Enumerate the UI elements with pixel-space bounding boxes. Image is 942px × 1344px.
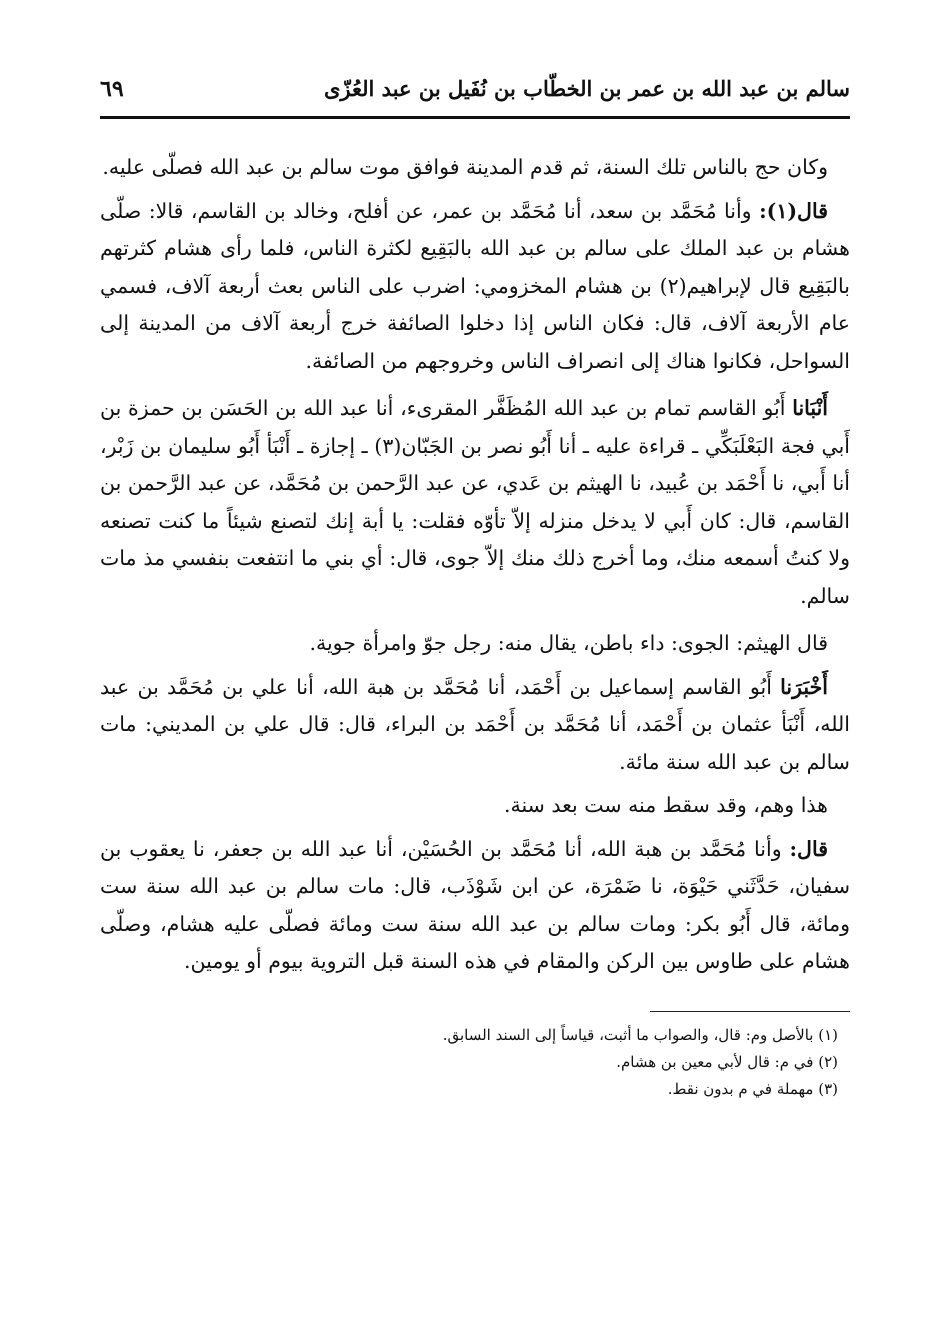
paragraph-lead: أَنْبَانا [792,396,828,420]
paragraph: قال: وأنا مُحَمَّد بن هبة الله، أنا مُحَمَّد بن الحُسَيْن، أنا عبد الله بن جعفر، نا يعقوب بن سفيان، حَدَّثَني حَيْوَة، نا ضَمْرَة، عن ابن شَوْذَب، قال: مات سالم بن عبد الله سنة ست ومائة، قال أَبُو بكر: ومات سالم بن عبد الله سنة ست ومائة فصلّى عليه هشام، وصلّى هشام على طاوس بين الركن والمقام في هذه السنة قبل التروية بيوم أو يومين. [100,836,850,973]
paragraph-lead: قال: [789,836,828,861]
main-text [100,149,850,981]
paragraph-lead: قال(١): [759,198,828,223]
footnote: (٢) في م: قال لأبي معين بن هشام. [616,1052,838,1071]
book-page [100,70,850,1103]
paragraph: وكان حج بالناس تلك السنة، ثم قدم المدينة فوافق موت سالم بن عبد الله فصلّى عليه. [102,155,828,179]
footnote: (٣) مهملة في م بدون نقط. [667,1079,838,1098]
running-title: سالم بن عبد الله بن عمر بن الخطّاب بن نُفَيل بن عبد العُزّى [323,76,850,101]
footnote: (١) بالأصل وم: قال، والصواب ما أثبت، قياساً إلى السند السابق. [442,1025,838,1044]
paragraph: أَخْبَرَنا أَبُو القاسم إسماعيل بن أَحْمَد، أنا مُحَمَّد بن هبة الله، أنا علي بن مُحَمَّد بن عبد الله، أَنْبَأ عثمان بن أَحْمَد، أنا مُحَمَّد بن أَحْمَد بن البراء، قال: قال علي بن المديني: مات سالم بن عبد الله سنة مائة. [100,674,850,774]
paragraph: قال(١): وأنا مُحَمَّد بن سعد، أنا مُحَمَّد بن عمر، عن أفلح، وخالد بن القاسم، قالا: صلّى هشام بن عبد الملك على سالم بن عبد الله بالبَقِيع لكثرة الناس، فلما رأى هشام كثرتهم بالبَقِيع قال لإبراهيم(٢) بن هشام المخزومي: اضرب على الناس بعث أربعة آلاف، فسمي عام الأربعة آلاف، قال: فكان الناس إذا دخلوا الصائفة خرج أربعة آلاف من المدينة إلى السواحل، فكانوا هناك إلى انصراف الناس وخروجهم من الصائفة. [100,198,850,373]
footnotes [100,1022,850,1103]
header-rule [100,116,850,119]
paragraph: أَنْبَانا أَبُو القاسم تمام بن عبد الله المُظَفَّر المقرىء، أنا عبد الله بن الحَسَن بن حمزة بن أَبي فجة البَعْلَبَكِّي ـ قراءة عليه ـ أنا أَبُو نصر بن الجَبّان(٣) ـ إجازة ـ أَنْبَأ أَبُو سليمان بن زَبْر، أنا أَبي، نا أَحْمَد بن عُبيد، نا الهيثم بن عَدي، عن عبد الرَّحمن بن مُحَمَّد، عن عبد الرَّحمن بن القاسم، قال: كان أَبي لا يدخل منزله إلاّ تأوّه فقلت: يا أبة إنك لتصنع شيئاً ما كنت تصنعه ولا كنتُ أسمعه منك، وما أخرج ذلك منك إلاّ جوى، قال: أي بني ما انتفعت بنفسي مذ مات سالم. [100,396,850,608]
paragraph: هذا وهم، وقد سقط منه ست بعد سنة. [503,793,828,817]
paragraph: قال الهيثم: الجوى: داء باطن، يقال منه: رجل جوّ وامرأة جوية. [309,631,828,655]
footnote-rule [650,1011,850,1012]
paragraph-lead: أَخْبَرَنا [780,674,828,699]
page-number: ٦٩ [100,76,124,102]
running-header [100,70,850,112]
